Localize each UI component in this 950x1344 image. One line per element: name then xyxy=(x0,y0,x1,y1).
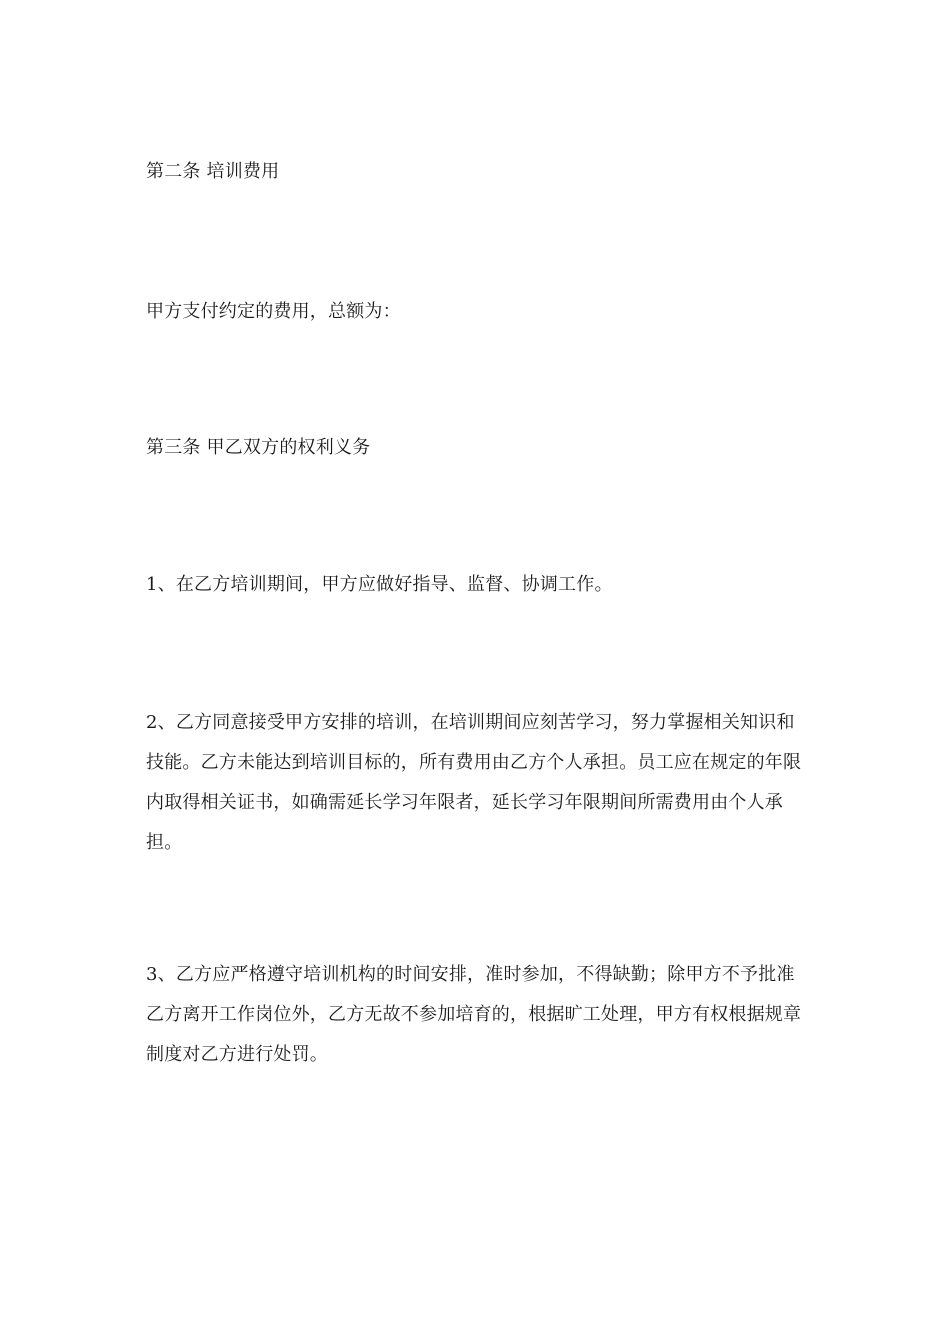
clause-3: 3、乙方应严格遵守培训机构的时间安排，准时参加，不得缺勤；除甲方不予批准乙方离开工作岗位外，乙方无故不参加培育的，根据旷工处理，甲方有权根据规章制度对乙方进行处罚。 xyxy=(146,964,802,1065)
section-heading-rights-obligations: 第三条 甲乙双方的权利义务 xyxy=(146,437,371,458)
section-heading-training-fees: 第二条 培训费用 xyxy=(146,161,280,182)
clause-1: 1、在乙方培训期间，甲方应做好指导、监督、协调工作。 xyxy=(146,574,613,595)
clause-2: 2、乙方同意接受甲方安排的培训，在培训期间应刻苦学习，努力掌握相关知识和技能。乙方未能达到培训目标的，所有费用由乙方个人承担。员工应在规定的年限内取得相关证书，如确需延长学习年限者，延长学习年限期间所需费用由个人承担。 xyxy=(146,712,802,853)
paragraph-total-amount: 甲方支付约定的费用，总额为： xyxy=(146,301,401,322)
